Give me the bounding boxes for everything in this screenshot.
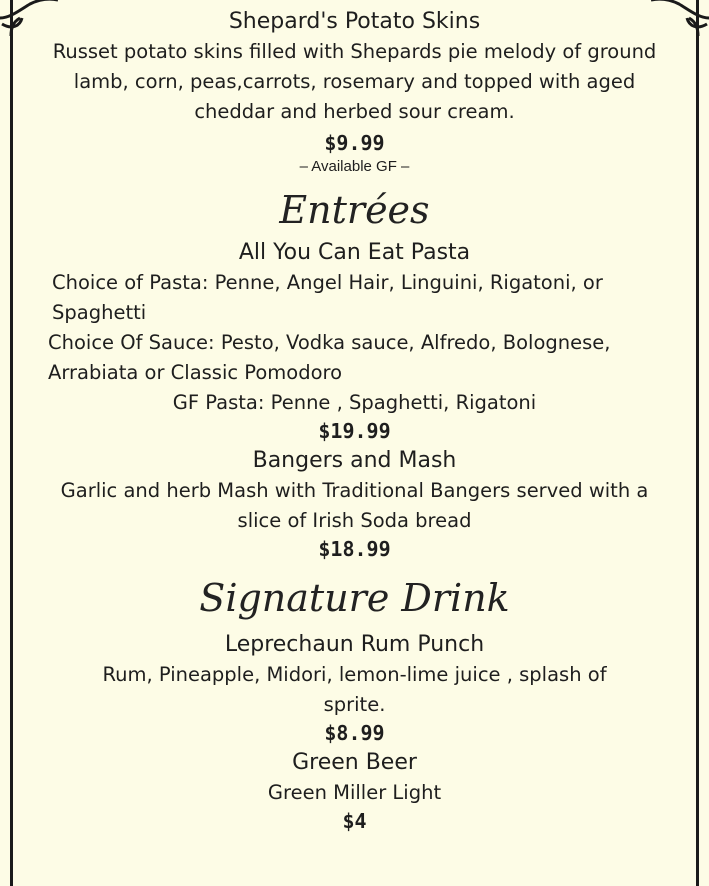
menu-item-bangers bbox=[30, 446, 679, 562]
item-price: $18.99 bbox=[318, 537, 391, 561]
item-name: Bangers and Mash bbox=[252, 448, 457, 473]
menu-item-potato-skins bbox=[30, 7, 679, 178]
menu-content bbox=[30, 0, 679, 834]
gf-pasta: GF Pasta: Penne , Spaghetti, Rigatoni bbox=[172, 391, 537, 414]
frame-right-border bbox=[696, 0, 699, 886]
item-price: $8.99 bbox=[324, 721, 385, 745]
menu-item-rum-punch bbox=[30, 630, 679, 746]
gf-note: – Available GF – bbox=[299, 158, 410, 175]
item-price: $9.99 bbox=[324, 131, 385, 155]
sauce-choice: Choice Of Sauce: Pesto, Vodka sauce, Alfredo, Bolognese, Arrabiata or Classic Pomodoro bbox=[48, 331, 611, 384]
item-name: All You Can Eat Pasta bbox=[238, 240, 471, 265]
item-name: Shepard's Potato Skins bbox=[228, 9, 481, 34]
item-name: Green Beer bbox=[292, 750, 417, 775]
pasta-choice: Choice of Pasta: Penne, Angel Hair, Linguini, Rigatoni, or Spaghetti bbox=[52, 271, 603, 324]
section-title-signature-drink: Signature Drink bbox=[199, 576, 510, 620]
item-name: Leprechaun Rum Punch bbox=[224, 632, 485, 657]
item-description: Green Miller Light bbox=[267, 781, 442, 804]
item-price: $19.99 bbox=[318, 419, 391, 443]
frame-left-border bbox=[10, 0, 13, 886]
menu-item-green-beer bbox=[30, 748, 679, 834]
item-description: Russet potato skins filled with Shepards pie melody of ground lamb, corn, peas,carrots, rosemary and topped with aged cheddar and herbed sour cream. bbox=[52, 40, 657, 123]
menu-item-pasta bbox=[30, 238, 679, 444]
item-price: $4 bbox=[342, 809, 367, 833]
section-title-entrees: Entrées bbox=[279, 188, 430, 232]
item-description: Garlic and herb Mash with Traditional Bangers served with a slice of Irish Soda bread bbox=[60, 479, 649, 532]
item-description: Rum, Pineapple, Midori, lemon-lime juice , splash of sprite. bbox=[102, 663, 607, 716]
